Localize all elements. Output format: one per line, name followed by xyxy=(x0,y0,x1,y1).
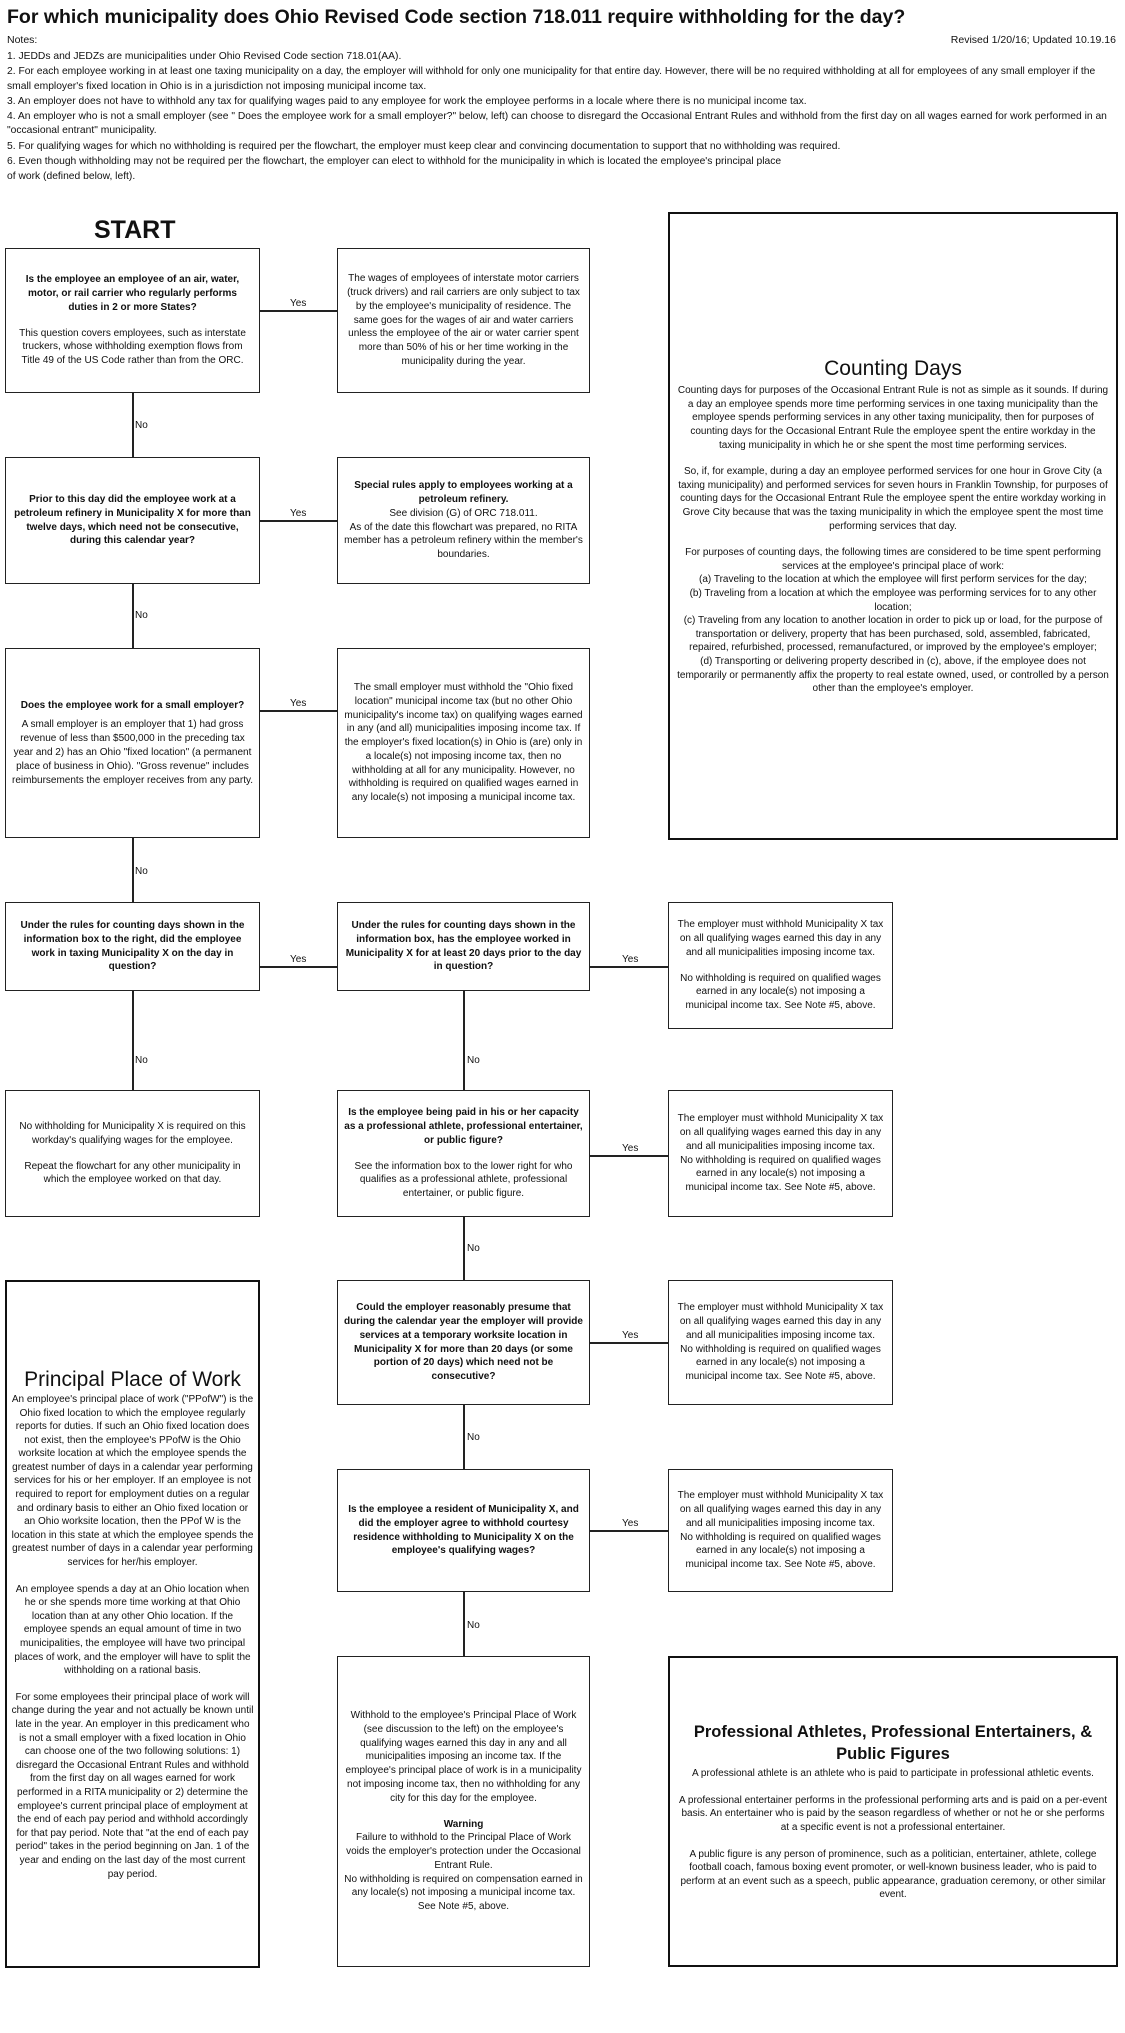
question-text: Under the rules for counting days shown in the information box, has the employee worked in Municipality X for at least 20 days prior to the day in question? xyxy=(345,919,582,973)
edge-label-no: No xyxy=(467,1243,480,1254)
principal-place-paragraph: For some employees their principal place of work will change during the year and not actually be known until late in the year. An employer in this predicament who is not a small employer with a fixed location in Ohio can choose one of the two following solutions: 1) disregard the Occasional Entrant Rules and withhold from the first day on all wages earned for work performed in a RITA municipality or 2) determine the employee's current principal place of employment at the end of each pay period and withhold accordingly for that pay period. Note that "at the end of each pay period" takes in the period beginning on Jan. 1 of the year and ending on the last day of the most current pay period. xyxy=(11,1691,254,1880)
revision-date: Revised 1/20/16; Updated 10.19.16 xyxy=(950,34,1116,46)
connector-q1-a1 xyxy=(260,310,337,312)
result-text: The employer must withhold Municipality X tax on all qualifying wages earned this day in any and all municipalities imposing income tax. xyxy=(677,1490,884,1529)
question-detail: See the information box to the lower right for who qualifies as a professional athlete, professional entertainer, or public figure. xyxy=(354,1160,573,1200)
note-5: 5. For qualifying wages for which no withholding is required per the flowchart, the employer must keep clear and convincing documentation to support that no withholding was required. xyxy=(7,140,841,152)
result-no-withholding xyxy=(5,1090,260,1217)
question-small-employer xyxy=(5,648,260,838)
question-worked-in-municipality xyxy=(5,902,260,991)
page-title: For which municipality does Ohio Revised Code section 718.011 require withholding for the day? xyxy=(7,6,906,28)
counting-days-item-b: (b) Traveling from a location at which the employee was performing services for to any other location; xyxy=(689,587,1097,613)
note-6-continued: of work (defined below, left). xyxy=(7,170,136,182)
connector-q6-a6 xyxy=(590,1155,668,1157)
result-text: No withholding is required on compensation earned in any locale(s) not imposing a municipal income tax. See Note #5, above. xyxy=(344,1873,583,1913)
edge-label-yes: Yes xyxy=(290,508,307,519)
connector-q5-q6 xyxy=(463,991,465,1090)
question-carrier-employee xyxy=(5,248,260,393)
connector-q2-q3 xyxy=(132,584,134,648)
result-principal-place-withholding xyxy=(337,1656,590,1967)
result-text: The small employer must withhold the "Ohio fixed location" municipal income tax (but no other Ohio municipality's income tax) on qualifying wages earned in any (and all) municipalities imposing income tax. If the employer's fixed location(s) in Ohio is (are) only in a locale(s) not imposing income tax, then no withholding at all for any municipality. However, no withholding is required on qualified wages earned in any locale(s) not imposing a municipal income tax. xyxy=(344,681,583,804)
connector-q5-a5 xyxy=(590,966,668,968)
question-petroleum-refinery xyxy=(5,457,260,584)
result-withhold-municipality-x xyxy=(668,1469,893,1592)
connector-q3-q4 xyxy=(132,838,134,902)
connector-q3-a3 xyxy=(260,710,337,712)
edge-label-yes: Yes xyxy=(290,298,307,309)
result-text: The employer must withhold Municipality X tax on all qualifying wages earned this day in any and all municipalities imposing income tax. xyxy=(677,1302,884,1341)
edge-label-no: No xyxy=(467,1432,480,1443)
edge-label-yes: Yes xyxy=(622,1330,639,1341)
result-text: No withholding is required on qualified wages earned in any locale(s) not imposing a municipal income tax. See Note #5, above. xyxy=(680,1343,881,1383)
edge-label-no: No xyxy=(135,1055,148,1066)
counting-days-paragraph: So, if, for example, during a day an employee performed services for one hour in Grove City (a taxing municipality) and performed services for seven hours in Franklin Township, for purposes of counting days for the Occasional Entrant Rule the employee spent the entire workday working in Grove City because that was the taxing municipality in which the employee spent the most time performing services that day. xyxy=(678,466,1108,532)
notes-label: Notes: xyxy=(7,34,38,46)
result-withhold-municipality-x xyxy=(668,1090,893,1217)
edge-label-yes: Yes xyxy=(290,698,307,709)
counting-days-heading: Counting Days xyxy=(824,357,962,381)
edge-label-no: No xyxy=(467,1055,480,1066)
connector-q4-q5 xyxy=(260,966,337,968)
principal-place-paragraph: An employee spends a day at an Ohio location when he or she spends more time working at that Ohio location than at any other Ohio location. If the employee spends an equal amount of time in two municipalities, the employee will have two principal places of work, and the employer will have to split the withholding on a rational basis. xyxy=(14,1583,251,1677)
result-text: Repeat the flowchart for any other municipality in which the employee worked on that day. xyxy=(24,1160,241,1186)
question-text: Could the employer reasonably presume that during the calendar year the employer will provide services at a temporary worksite location in Municipality X for more than 20 days (or some portion of 20 days) which need not be consecutive? xyxy=(344,1302,583,1383)
question-text: Is the employee a resident of Municipality X, and did the employer agree to withhold courtesy residence withholding to Municipality X on the employee's qualifying wages? xyxy=(348,1503,579,1557)
professional-athletes-paragraph: A professional athlete is an athlete who is paid to participate in professional athletic events. xyxy=(692,1768,1094,1780)
result-text: The wages of employees of interstate motor carriers (truck drivers) and rail carriers are only subject to tax by the employee's municipality of residence. The same goes for the wages of air and water carriers unless the employee of the air or water carrier spent more than 50% of his or her time working in the municipality during the year. xyxy=(347,273,580,367)
question-text: Does the employee work for a small employer? xyxy=(20,699,245,711)
edge-label-no: No xyxy=(135,610,148,621)
edge-label-yes: Yes xyxy=(290,954,307,965)
edge-label-yes: Yes xyxy=(622,1518,639,1529)
connector-q8-a8 xyxy=(590,1530,668,1532)
connector-q4-n4 xyxy=(132,991,134,1090)
principal-place-info-box xyxy=(5,1280,260,1968)
warning-text: Failure to withhold to the Principal Place of Work voids the employer's protection under the Occasional Entrant Rule. xyxy=(346,1832,581,1871)
question-resident-courtesy xyxy=(337,1469,590,1592)
counting-days-paragraph: For purposes of counting days, the following times are considered to be time spent performing services at the employee's principal place of work: xyxy=(685,547,1101,572)
result-refinery-rules xyxy=(337,457,590,584)
connector-q7-a7 xyxy=(590,1342,668,1344)
warning-title: Warning xyxy=(443,1818,484,1830)
connector-q8-final xyxy=(463,1592,465,1656)
note-2: 2. For each employee working in at least one taxing municipality on a day, the employer will withhold for only one municipality for that entire day. However, there will be no required withholding at all for employees of any small employer if the small employer's fixed location in Ohio is in a jurisdiction not imposing municipal income tax. xyxy=(7,66,1096,92)
result-text: As of the date this flowchart was prepared, no RITA member has a petroleum refinery within the member's boundaries. xyxy=(344,521,583,561)
notes-list xyxy=(7,50,1119,185)
principal-place-paragraph: An employee's principal place of work ("PPofW") is the Ohio fixed location to which the employee regularly reports for duties. If such an Ohio fixed location does not exist, then the employee's PPofW is the Ohio worksite location at which the employee spends the greatest number of days in a calendar year performing services for his or her employer. If an employee is not required to report for employment duties on a regular and ordinary basis to either an Ohio fixed location or an Ohio worksite location, then the PPof W is the location in this state at which the employee spends the greatest number of days in a calendar year performing services for her/his employer. xyxy=(11,1393,254,1569)
counting-days-paragraph: Counting days for purposes of the Occasional Entrant Rule is not as simple as it sounds. If during a day an employee spends more time performing services in one taxing municipality than the employee spends performing services in any other taxing municipality, then for purposes of counting days for the Occasional Entrant Rule the employee spent the entire workday in the taxing municipality in which he or she spent the most time performing services. xyxy=(677,385,1109,451)
result-text: See division (G) of ORC 718.011. xyxy=(389,507,538,519)
edge-label-yes: Yes xyxy=(622,1143,639,1154)
counting-days-item-d: (d) Transporting or delivering property described in (c), above, if the employee does not temporarily or permanently affix the property to real estate owned, used, or controlled by a person other than the employee's employer. xyxy=(677,655,1109,695)
question-temporary-worksite xyxy=(337,1280,590,1405)
edge-label-no: No xyxy=(467,1620,480,1631)
professional-athletes-heading: Professional Athletes, Professional Entertainers, & Public Figures xyxy=(693,1723,1093,1764)
result-text: No withholding is required on qualified wages earned in any locale(s) not imposing a municipal income tax. See Note #5, above. xyxy=(680,972,881,1012)
connector-q2-a2 xyxy=(260,520,337,522)
edge-label-no: No xyxy=(135,420,148,431)
note-4: 4. An employer who is not a small employer (see " Does the employee work for a small employer?" below, left) can choose to disregard the Occasional Entrant Rules and withhold from the first day on all wages earned for work performed in an "occasional entrant" municipality. xyxy=(7,110,1107,137)
result-text: The employer must withhold Municipality X tax on all qualifying wages earned this day in any and all municipalities imposing income tax. xyxy=(677,919,884,958)
question-professional-athlete xyxy=(337,1090,590,1217)
question-text: Is the employee being paid in his or her capacity as a professional athlete, professional entertainer, or public figure? xyxy=(344,1107,583,1146)
connector-q7-q8 xyxy=(463,1405,465,1469)
professional-athletes-paragraph: A public figure is any person of prominence, such as a politician, entertainer, athlete, college football coach, famous boxing event promoter, or well-known business leader, who is paid to perform at an event such as a speech, public appearance, graduation ceremony, or other similar event. xyxy=(680,1848,1106,1901)
result-text: The employer must withhold Municipality X tax on all qualifying wages earned this day in any and all municipalities imposing income tax. xyxy=(677,1113,884,1152)
question-text: Prior to this day did the employee work at a petroleum refinery in Municipality X for more than twelve days, which need not be consecutive, during this calendar year? xyxy=(14,493,251,547)
connector-q1-q2 xyxy=(132,393,134,457)
edge-label-yes: Yes xyxy=(622,954,639,965)
counting-days-info-box xyxy=(668,212,1118,840)
result-carrier-rules xyxy=(337,248,590,393)
result-text: Withhold to the employee's Principal Place of Work (see discussion to the left) on the employee's qualifying wages earned this day in any and all municipalities imposing an income tax. If the employee's principal place of work is in a municipality not imposing income tax, then no withholding for any city for this day for the employee. xyxy=(345,1709,582,1804)
principal-place-heading: Principal Place of Work xyxy=(24,1367,241,1391)
question-text: Under the rules for counting days shown in the information box to the right, did the employee work in taxing Municipality X on the day in question? xyxy=(20,919,245,973)
result-small-employer xyxy=(337,648,590,838)
question-20-days xyxy=(337,902,590,991)
question-text: Is the employee an employee of an air, water, motor, or rail carrier who regularly performs duties in 2 or more States? xyxy=(25,274,240,313)
result-text: No withholding is required on qualified wages earned in any locale(s) not imposing a municipal income tax. See Note #5, above. xyxy=(680,1154,881,1194)
note-3: 3. An employer does not have to withhold any tax for qualifying wages paid to any employee for work the employee performs in a locale where there is no municipal income tax. xyxy=(7,95,807,107)
note-1: 1. JEDDs and JEDZs are municipalities under Ohio Revised Code section 718.01(AA). xyxy=(7,51,402,62)
result-withhold-municipality-x xyxy=(668,1280,893,1405)
start-label: START xyxy=(94,216,176,244)
professional-athletes-info-box xyxy=(668,1656,1118,1967)
counting-days-item-a: (a) Traveling to the location at which the employee will first perform services for the day; xyxy=(699,574,1087,586)
question-detail: A small employer is an employer that 1) had gross revenue of less than $500,000 in the preceding tax year and 2) has an Ohio "fixed location" (a permanent place of business in Ohio). "Gross revenue" includes reimbursements the employer receives from any party. xyxy=(12,719,254,786)
connector-q6-q7 xyxy=(463,1217,465,1280)
note-6: 6. Even though withholding may not be required per the flowchart, the employer can elect to withhold for the municipality in which is located the employee's principal place xyxy=(7,155,782,167)
result-withhold-municipality-x xyxy=(668,902,893,1029)
result-text: No withholding is required on qualified wages earned in any locale(s) not imposing a municipal income tax. See Note #5, above. xyxy=(680,1531,881,1571)
question-detail: This question covers employees, such as interstate truckers, whose withholding exemption flows from Title 49 of the US Code rather than from the ORC. xyxy=(19,327,246,367)
edge-label-no: No xyxy=(135,866,148,877)
counting-days-item-c: (c) Traveling from any location to another location in order to pick up or load, for the purpose of transportation or delivery, property that has been purchased, sold, assembled, fabricated, repaired, refurbished, processed, remanufactured, or improved by the employee's employer; xyxy=(683,615,1103,654)
professional-athletes-paragraph: A professional entertainer performs in the professional performing arts and is paid on a per-event basis. An entertainer who is paid by the season regardless of whether or not he or she performs at a specific event is not a professional entertainer. xyxy=(678,1794,1107,1833)
result-text: No withholding for Municipality X is required on this workday's qualifying wages for the employee. xyxy=(19,1120,246,1146)
result-heading: Special rules apply to employees working at a petroleum refinery. xyxy=(354,480,573,505)
